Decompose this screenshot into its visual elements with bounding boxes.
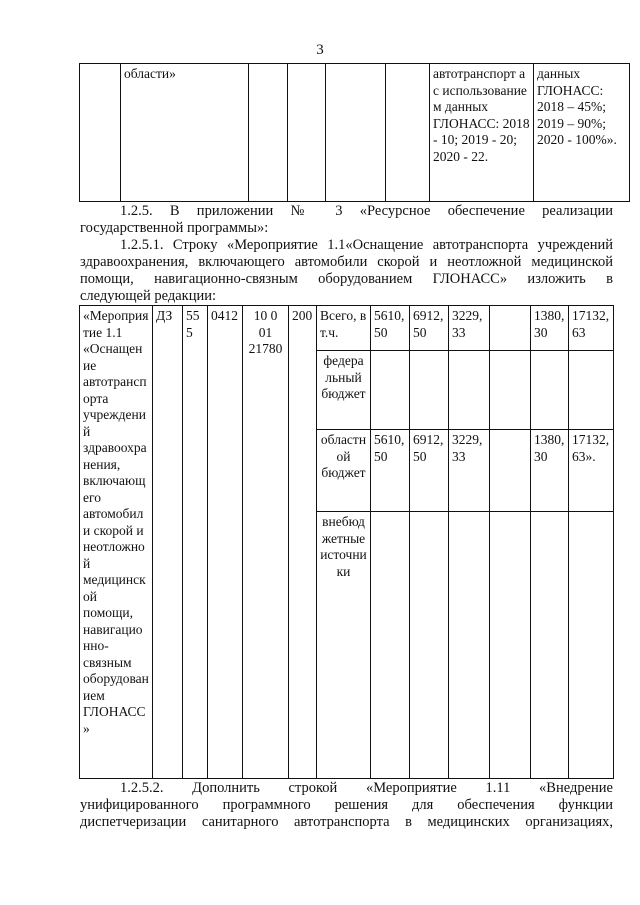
source-cell: федеральный бюджет bbox=[317, 351, 371, 430]
paragraph-1-2-5-2 bbox=[80, 780, 613, 831]
top-cell-transport: автотранспорт а с использование м данных ГЛОНАСС: 2018 - 10; 2019 - 20; 2020 - 22. bbox=[430, 64, 534, 202]
paragraph-1-2-5 bbox=[80, 203, 613, 237]
value-cell bbox=[371, 512, 410, 779]
value-cell bbox=[449, 351, 490, 430]
value-cell bbox=[490, 306, 531, 351]
top-cell-empty-1 bbox=[80, 64, 121, 202]
value-cell: 17132,63». bbox=[569, 430, 614, 512]
top-cell-region: области» bbox=[121, 64, 249, 202]
code2-cell: 0412 bbox=[208, 306, 243, 779]
paragraph-line: 1.2.5. В приложении № 3 «Ресурсное обеспечение реализации bbox=[120, 203, 613, 219]
paragraph-line: помощи, навигационно-связным оборудованием ГЛОНАСС» изложить в bbox=[80, 271, 613, 287]
top-cell-empty-4 bbox=[326, 64, 386, 202]
value-cell: 1380,30 bbox=[531, 430, 569, 512]
value-cell: 1380,30 bbox=[531, 306, 569, 351]
paragraph-line: следующей редакции: bbox=[80, 288, 217, 304]
top-cell-empty-3 bbox=[288, 64, 326, 202]
grbs-cell: ДЗ bbox=[153, 306, 183, 779]
value-cell bbox=[410, 512, 449, 779]
source-cell: областной бюджет bbox=[317, 430, 371, 512]
paragraph-1-2-5-1 bbox=[80, 237, 613, 305]
page-number: 3 bbox=[316, 42, 324, 58]
value-cell: 3229,33 bbox=[449, 430, 490, 512]
paragraph-line: государственной программы»: bbox=[80, 220, 269, 236]
value-cell: 6912,50 bbox=[410, 306, 449, 351]
source-cell: внебюджетные источники bbox=[317, 512, 371, 779]
value-cell: 6912,50 bbox=[410, 430, 449, 512]
value-cell: 5610,50 bbox=[371, 430, 410, 512]
top-cell-empty-2 bbox=[249, 64, 288, 202]
resource-table bbox=[79, 305, 614, 779]
value-cell bbox=[449, 512, 490, 779]
paragraph-line: диспетчеризации санитарного автотранспорта в медицинских организациях, bbox=[80, 814, 613, 830]
top-cell-share: данных ГЛОНАСС: 2018 – 45%; 2019 – 90%; 2020 - 100%». bbox=[534, 64, 630, 202]
value-cell bbox=[490, 512, 531, 779]
value-cell bbox=[569, 351, 614, 430]
value-cell bbox=[490, 430, 531, 512]
value-cell bbox=[371, 351, 410, 430]
paragraph-line: унифицированного программного решения для обеспечения функции bbox=[80, 797, 613, 813]
value-cell bbox=[531, 351, 569, 430]
value-cell bbox=[410, 351, 449, 430]
value-cell bbox=[531, 512, 569, 779]
value-cell: 3229,33 bbox=[449, 306, 490, 351]
code4-cell: 200 bbox=[289, 306, 317, 779]
value-cell bbox=[569, 512, 614, 779]
paragraph-line: 1.2.5.1. Строку «Мероприятие 1.1«Оснащение автотранспорта учреждений bbox=[120, 237, 613, 253]
value-cell bbox=[490, 351, 531, 430]
paragraph-line: 1.2.5.2. Дополнить строкой «Мероприятие 1.11 «Внедрение bbox=[120, 780, 613, 796]
paragraph-line: здравоохранения, включающего автомобили скорой и неотложной медицинской bbox=[80, 254, 613, 270]
source-cell: Всего, в т.ч. bbox=[317, 306, 371, 351]
value-cell: 17132,63 bbox=[569, 306, 614, 351]
activity-cell: «Мероприятие 1.1 «Оснащение автотранспорта учреждений здравоохранения, включающего автомобили скорой и неотложной медицинской помощи, навигационно-связным оборудованием ГЛОНАСС» bbox=[80, 306, 153, 779]
value-cell: 5610,50 bbox=[371, 306, 410, 351]
code1-cell: 555 bbox=[183, 306, 208, 779]
top-table bbox=[79, 63, 630, 202]
top-cell-empty-5 bbox=[386, 64, 430, 202]
code3-cell: 10 0 01 21780 bbox=[243, 306, 289, 779]
